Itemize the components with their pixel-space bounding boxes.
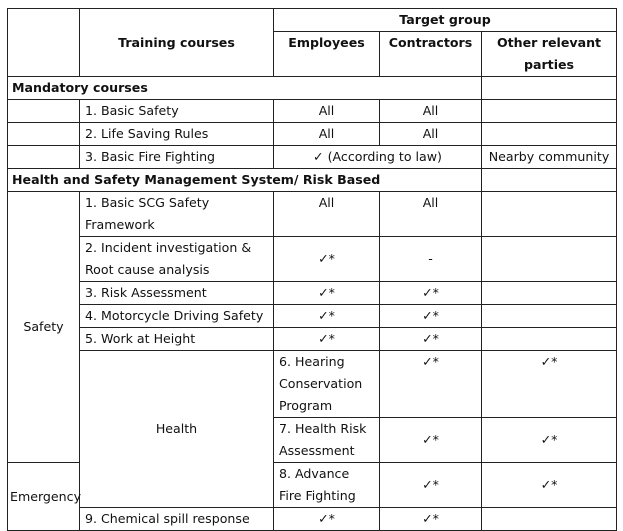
table-row [8,146,617,169]
course-cell: 3. Risk Assessment [80,282,274,305]
contractors-cell: ✓* [482,418,617,463]
other-cell [482,305,617,328]
table-row [8,123,617,146]
header-training-courses: Training courses [80,9,274,77]
table-row [8,508,617,531]
table-row [8,305,617,328]
course-cell: 2. Incident investigation & Root cause analysis [80,237,274,282]
section-other-blank [482,169,617,192]
group-cell [8,100,80,123]
employees-cell: ✓* [274,508,380,531]
other-cell: Nearby community [482,146,617,169]
training-matrix-table [7,8,617,531]
section-title-hsms: Health and Safety Management System/ Risk Based [8,169,482,192]
other-cell [482,192,617,237]
course-cell: 1. Basic Safety [80,100,274,123]
header-employees: Employees [274,32,380,77]
table-row [8,351,617,418]
course-cell: 2. Life Saving Rules [80,123,274,146]
employees-cell: ✓* [274,305,380,328]
header-row-1 [8,9,617,32]
contractors-cell: - [380,237,482,282]
header-other-parties: Other relevant parties [482,32,617,77]
section-row-hsms [8,169,617,192]
other-cell [482,328,617,351]
employees-cell: All [274,100,380,123]
employees-cell: All [274,123,380,146]
employees-cell: All [274,192,380,237]
other-cell [482,100,617,123]
table-row [8,237,617,282]
employees-cell: ✓* [274,237,380,282]
employees-cell: ✓* [380,463,482,508]
employees-cell: ✓* [380,351,482,418]
table-row [8,192,617,237]
course-cell: 6. Hearing Conservation Program [274,351,380,418]
other-cell [482,508,617,531]
contractors-cell: ✓* [380,328,482,351]
table-row [8,282,617,305]
other-cell [482,237,617,282]
contractors-cell: All [380,100,482,123]
other-cell [482,282,617,305]
course-cell: 5. Work at Height [80,328,274,351]
contractors-cell: ✓* [380,508,482,531]
contractors-cell: ✓* [380,282,482,305]
course-cell: 9. Chemical spill response [80,508,274,531]
section-title-mandatory: Mandatory courses [8,77,482,100]
group-label-emergency: Emergency [8,463,80,531]
course-cell: 1. Basic SCG Safety Framework [80,192,274,237]
course-cell: 3. Basic Fire Fighting [80,146,274,169]
other-cell [482,123,617,146]
table-row [8,100,617,123]
section-other-blank [482,77,617,100]
group-label-health: Health [80,351,274,508]
section-row-mandatory [8,77,617,100]
contractors-cell: ✓* [380,305,482,328]
contractors-cell: ✓* [482,463,617,508]
header-blank [8,9,80,77]
employees-cell: ✓* [274,328,380,351]
header-target-group: Target group [274,9,617,32]
target-combined-cell: ✓ (According to law) [274,146,482,169]
employees-cell: ✓* [380,418,482,463]
contractors-cell: All [380,123,482,146]
group-label-safety: Safety [8,192,80,463]
group-cell [8,123,80,146]
table-row [8,328,617,351]
course-cell: 8. Advance Fire Fighting [274,463,380,508]
course-cell: 4. Motorcycle Driving Safety [80,305,274,328]
group-cell [8,146,80,169]
employees-cell: ✓* [274,282,380,305]
course-cell: 7. Health Risk Assessment [274,418,380,463]
header-contractors: Contractors [380,32,482,77]
contractors-cell: ✓* [482,351,617,418]
contractors-cell: All [380,192,482,237]
